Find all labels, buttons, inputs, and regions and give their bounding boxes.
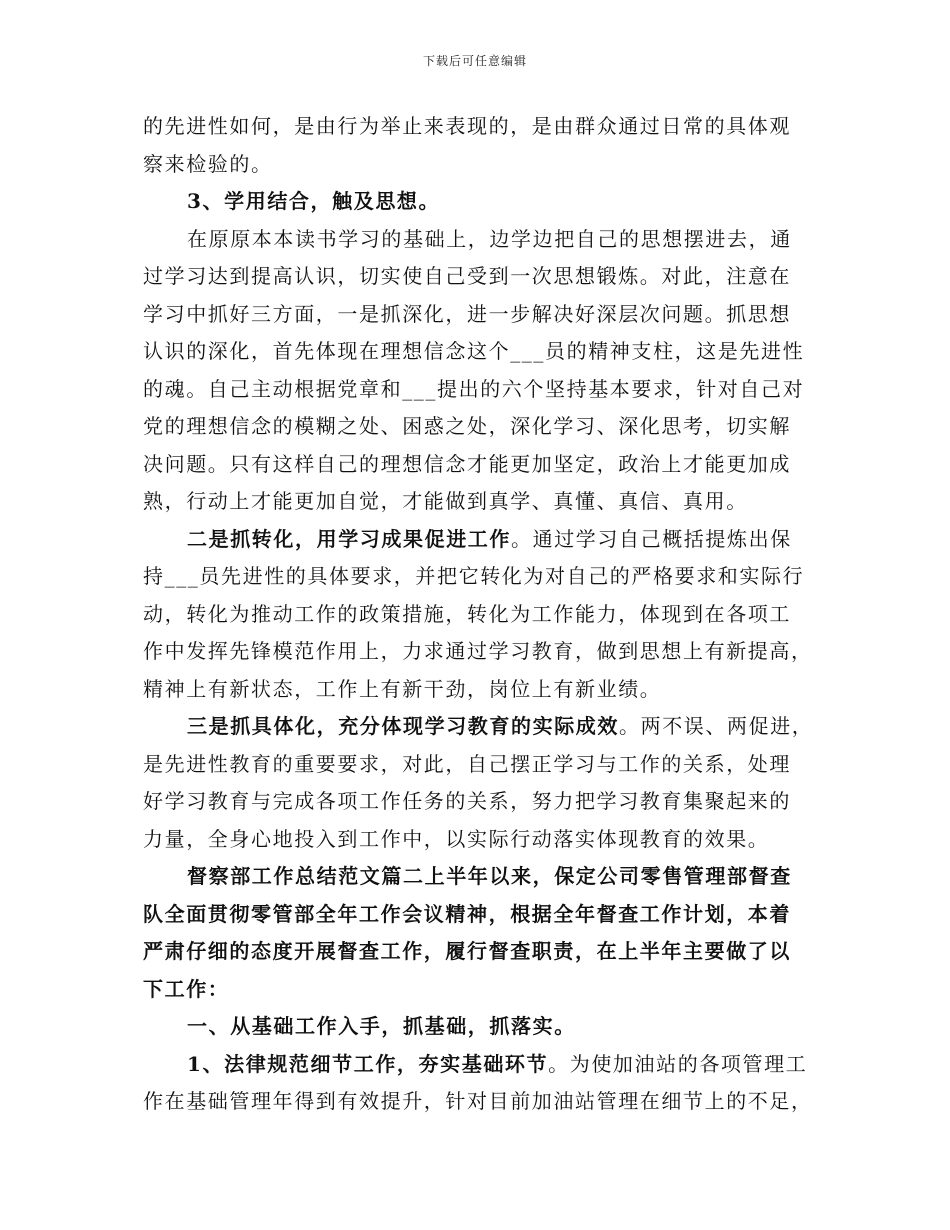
paragraph-body (143, 708, 825, 858)
text-line: 作在基础管理年得到有效提升，针对目前加油站管理在细节上的不足， (143, 1089, 813, 1113)
text-line: 好学习教育与完成各项工作任务的关系，努力把学习教育集聚起来的 (143, 789, 791, 813)
bold-lead: 三是抓具体化，充分体现学习教育的实际成效 (187, 714, 619, 738)
bold-lead: 二是抓转化，用学习成果促进工作 (187, 526, 511, 551)
paragraph-continuation (143, 108, 825, 183)
text-line: 作中发挥先锋模范作用上，力求通过学习教育，做到思想上有新提高， (143, 639, 813, 663)
text-line (143, 1046, 825, 1084)
text-line: 熟，行动上才能更加自觉，才能做到真学、真懂、真信、真用。 (143, 489, 748, 513)
section-heading (143, 1008, 825, 1046)
paragraph-body (143, 1046, 825, 1121)
text-line: 察来检验的。 (143, 151, 273, 176)
lead-continuation: 。通过学习自己概括提炼出保 (511, 526, 792, 551)
lead-continuation: 。为使加油站的各项管理工 (548, 1051, 808, 1076)
text-line (143, 708, 825, 746)
bold-lead: 1、法律规范细节工作，夯实基础环节 (187, 1051, 549, 1076)
text-line: 的魂。自己主动根据党章和___提出的六个坚持基本要求，针对自己对 (143, 376, 805, 401)
text-line: 认识的深化，首先体现在理想信念这个___员的精神支柱，这是先进性 (143, 339, 805, 363)
text-line: 决问题。只有这样自己的理想信念才能更加坚定，政治上才能更加成 (143, 451, 791, 476)
heading-text: 3、学用结合，触及思想。 (187, 189, 441, 213)
lead-continuation: 。两不误、两促进， (619, 714, 814, 738)
text-line: 过学习达到提高认识，切实使自己受到一次思想锻炼。对此，注意在 (143, 264, 791, 288)
text-line: 队全面贯彻零管部全年工作会议精神，根据全年督查工作计划，本着 (143, 901, 791, 926)
paragraph-bold (143, 858, 825, 1008)
heading-text: 一、从基础工作入手，抓基础，抓落实。 (187, 1014, 576, 1038)
text-line: 动，转化为推动工作的政策措施，转化为工作能力，体现到在各项工 (143, 601, 791, 626)
paragraph-body (143, 521, 825, 709)
text-line: 持___员先进性的具体要求，并把它转化为对自己的严格要求和实际行 (143, 564, 805, 588)
text-line: 在原原本本读书学习的基础上，边学边把自己的思想摆进去，通 (187, 226, 792, 251)
text-line: 力量，全身心地投入到工作中，以实际行动落实体现教育的效果。 (143, 826, 770, 851)
document-body (143, 108, 825, 1121)
text-line: 精神上有新状态，工作上有新干劲，岗位上有新业绩。 (143, 676, 662, 701)
section-heading (143, 183, 825, 221)
page-header: 下载后可任意编辑 (422, 54, 527, 68)
text-line: 党的理想信念的模糊之处、困惑之处，深化学习、深化思考，切实解 (143, 414, 791, 438)
text-line (143, 521, 825, 559)
text-line: 的先进性如何，是由行为举止来表现的，是由群众通过日常的具体观 (143, 114, 791, 138)
text-line: 学习中抓好三方面，一是抓深化，进一步解决好深层次问题。抓思想 (143, 301, 791, 326)
text-line: 下工作： (143, 976, 230, 1001)
text-line: 严肃仔细的态度开展督查工作，履行督查职责，在上半年主要做了以 (143, 939, 791, 963)
text-line: 督察部工作总结范文篇二上半年以来，保定公司零售管理部督查 (187, 864, 792, 888)
paragraph-body (143, 221, 825, 521)
text-line: 是先进性教育的重要要求，对此，自己摆正学习与工作的关系，处理 (143, 751, 791, 776)
